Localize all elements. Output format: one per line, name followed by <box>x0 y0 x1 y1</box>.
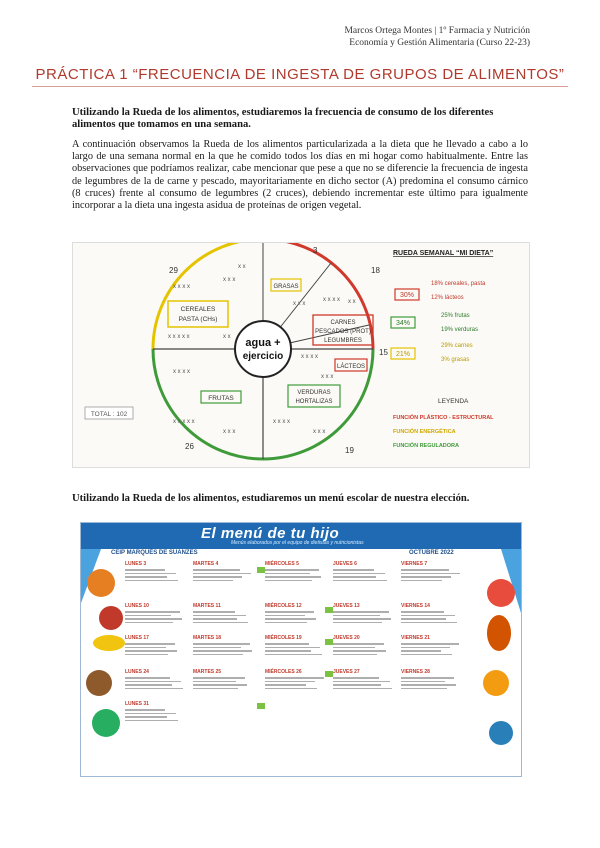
menu-day-cell <box>265 635 329 657</box>
svg-text:21%: 21% <box>395 351 411 358</box>
svg-text:VERDURAS: VERDURAS <box>297 390 331 396</box>
svg-text:29: 29 <box>169 266 178 275</box>
svg-text:x x x: x x x <box>313 429 326 435</box>
svg-text:HORTALIZAS: HORTALIZAS <box>295 399 333 405</box>
body-paragraph: A continuación observamos la Rueda de los alimentos particularizada a la dieta que he llevado a cabo a lo largo de una semana normal en la que he comido todos los días en mi hogar como habitualmente. Entre las observaciones que podríamos realizar, cabe mencionar que pese a que no se diferencie la frecuencia de ingesta de legumbres de la de carne y pescado, mayoritariamente en dicho sector (A) predomina el consumo cárnico (8 cruces) frente al consumo de legumbres (2 cruces), debiendo incrementar este último para igualmente incorporar a la dieta una ingesta asidua de proteínas de origen vegetal. <box>72 139 528 212</box>
svg-text:x x: x x <box>223 334 231 340</box>
svg-text:x x x: x x x <box>293 301 306 307</box>
label-cereals-1: CEREALES <box>180 306 216 313</box>
svg-text:30%: 30% <box>399 292 415 299</box>
menu-day-cell <box>401 603 465 625</box>
svg-text:18: 18 <box>371 266 380 275</box>
svg-text:FUNCIÓN REGULADORA: FUNCIÓN REGULADORA <box>393 443 459 449</box>
menu-day-label: VIERNES 14 <box>401 603 430 609</box>
menu-day-cell <box>333 603 397 625</box>
svg-text:GRASAS: GRASAS <box>273 284 299 290</box>
menu-day-cell <box>333 635 397 657</box>
menu-day-cell <box>193 635 257 657</box>
wheel-total: TOTAL : 102 <box>90 411 128 418</box>
svg-text:x x x x x: x x x x x <box>173 419 195 425</box>
page-title: PRÁCTICA 1 “FRECUENCIA DE INGESTA DE GRUPOS DE ALIMENTOS” <box>0 66 600 83</box>
menu-day-cell <box>265 669 329 691</box>
menu-day-label: JUEVES 27 <box>333 669 360 675</box>
food-wheel-svg <box>73 243 529 467</box>
menu-day-label: VIERNES 7 <box>401 561 428 567</box>
svg-text:3: 3 <box>313 246 318 255</box>
menu-green-marker <box>257 703 265 709</box>
svg-text:x x x x: x x x x <box>323 297 341 303</box>
menu-day-label: VIERNES 28 <box>401 669 430 675</box>
menu-day-label: JUEVES 20 <box>333 635 360 641</box>
menu-day-cell <box>333 561 397 583</box>
menu-day-label: LUNES 17 <box>125 635 149 641</box>
svg-text:x x x: x x x <box>321 374 334 380</box>
menu-caption: Utilizando la Rueda de los alimentos, estudiaremos un menú escolar de nuestra elección. <box>72 493 470 504</box>
menu-day-label: VIERNES 21 <box>401 635 430 641</box>
wheel-center-line1: agua + <box>245 337 281 349</box>
menu-day-cell <box>401 561 465 583</box>
menu-day-cell <box>125 701 189 723</box>
svg-text:29% carnes: 29% carnes <box>441 343 473 349</box>
menu-day-cell <box>193 603 257 625</box>
label-cereals-2: PASTA (CHs) <box>178 316 218 323</box>
menu-day-label: MIÉRCOLES 12 <box>265 603 302 609</box>
svg-text:3% grasas: 3% grasas <box>441 357 470 363</box>
menu-day-cell <box>125 635 189 657</box>
menu-day-cell <box>333 669 397 691</box>
menu-day-label: JUEVES 6 <box>333 561 357 567</box>
menu-day-cell <box>265 603 329 625</box>
svg-text:12% lácteos: 12% lácteos <box>431 295 464 301</box>
menu-day-label: MARTES 11 <box>193 603 221 609</box>
svg-text:x x x x: x x x x <box>301 354 319 360</box>
svg-text:26: 26 <box>185 442 194 451</box>
svg-text:x x: x x <box>348 299 356 305</box>
svg-text:LEYENDA: LEYENDA <box>438 398 469 405</box>
menu-day-cell <box>125 561 189 583</box>
menu-day-cell <box>193 561 257 583</box>
svg-text:RUEDA SEMANAL “MI DIETA”: RUEDA SEMANAL “MI DIETA” <box>393 250 494 257</box>
menu-month: OCTUBRE 2022 <box>409 550 454 556</box>
menu-day-label: LUNES 10 <box>125 603 149 609</box>
menu-day-cell <box>125 669 189 691</box>
intro-text: Utilizando la Rueda de los alimentos, estudiaremos la frecuencia de consumo de los diferentes alimentos que tomamos en una semana. <box>72 107 494 130</box>
svg-text:18% cereales, pasta: 18% cereales, pasta <box>431 281 486 287</box>
course-line: Economía y Gestión Alimentaria (Curso 22-23) <box>349 38 530 48</box>
menu-green-marker <box>257 567 265 573</box>
svg-text:x x x: x x x <box>223 277 236 283</box>
menu-day-label: MIÉRCOLES 5 <box>265 561 299 567</box>
menu-day-label: MARTES 18 <box>193 635 222 641</box>
svg-text:FRUTAS: FRUTAS <box>208 395 234 402</box>
author-line: Marcos Ortega Montes | 1º Farmacia y Nutrición <box>344 26 530 36</box>
menu-day-label: LUNES 31 <box>125 701 149 707</box>
svg-text:PESCADOS (PROT): PESCADOS (PROT) <box>315 329 371 335</box>
svg-text:x x x x: x x x x <box>273 419 291 425</box>
menu-day-label: MARTES 25 <box>193 669 222 675</box>
menu-day-label: LUNES 24 <box>125 669 149 675</box>
menu-school: CEIP MARQUÉS DE SUANZES <box>111 550 198 556</box>
svg-text:19: 19 <box>345 446 354 455</box>
menu-title: El menú de tu hijo <box>201 525 340 542</box>
svg-text:FUNCIÓN ENERGÉTICA: FUNCIÓN ENERGÉTICA <box>393 429 456 435</box>
menu-day-label: JUEVES 13 <box>333 603 360 609</box>
svg-text:x x x x: x x x x <box>173 369 191 375</box>
svg-text:x x x: x x x <box>223 429 236 435</box>
svg-text:LÁCTEOS: LÁCTEOS <box>336 364 366 370</box>
svg-text:LEGUMBRES: LEGUMBRES <box>324 338 362 344</box>
svg-text:x x: x x <box>238 264 246 270</box>
svg-text:19% verduras: 19% verduras <box>441 327 479 333</box>
menu-day-label: MARTES 4 <box>193 561 219 567</box>
svg-text:25% frutas: 25% frutas <box>441 313 470 319</box>
menu-day-cell <box>265 561 329 583</box>
school-menu-image <box>80 522 522 777</box>
svg-text:15: 15 <box>379 348 388 357</box>
svg-text:x x x x x: x x x x x <box>168 334 190 340</box>
menu-day-label: MIÉRCOLES 19 <box>265 635 302 641</box>
svg-text:x x x x: x x x x <box>173 284 191 290</box>
menu-day-cell <box>401 669 465 691</box>
svg-text:CARNES: CARNES <box>330 320 356 326</box>
svg-text:34%: 34% <box>395 320 411 327</box>
menu-day-cell <box>125 603 189 625</box>
menu-day-label: MIÉRCOLES 26 <box>265 669 302 675</box>
food-wheel-image <box>72 242 530 468</box>
menu-subtitle: Menús elaborados por el equipo de dietistas y nutricionistas <box>231 540 364 546</box>
menu-day-cell <box>401 635 465 657</box>
svg-text:FUNCIÓN PLÁSTICO - ESTRUCTURAL: FUNCIÓN PLÁSTICO - ESTRUCTURAL <box>393 415 494 421</box>
wheel-center-line2: ejercicio <box>242 351 284 362</box>
menu-day-label: LUNES 3 <box>125 561 147 567</box>
page-header <box>344 25 530 49</box>
menu-day-cell <box>193 669 257 691</box>
